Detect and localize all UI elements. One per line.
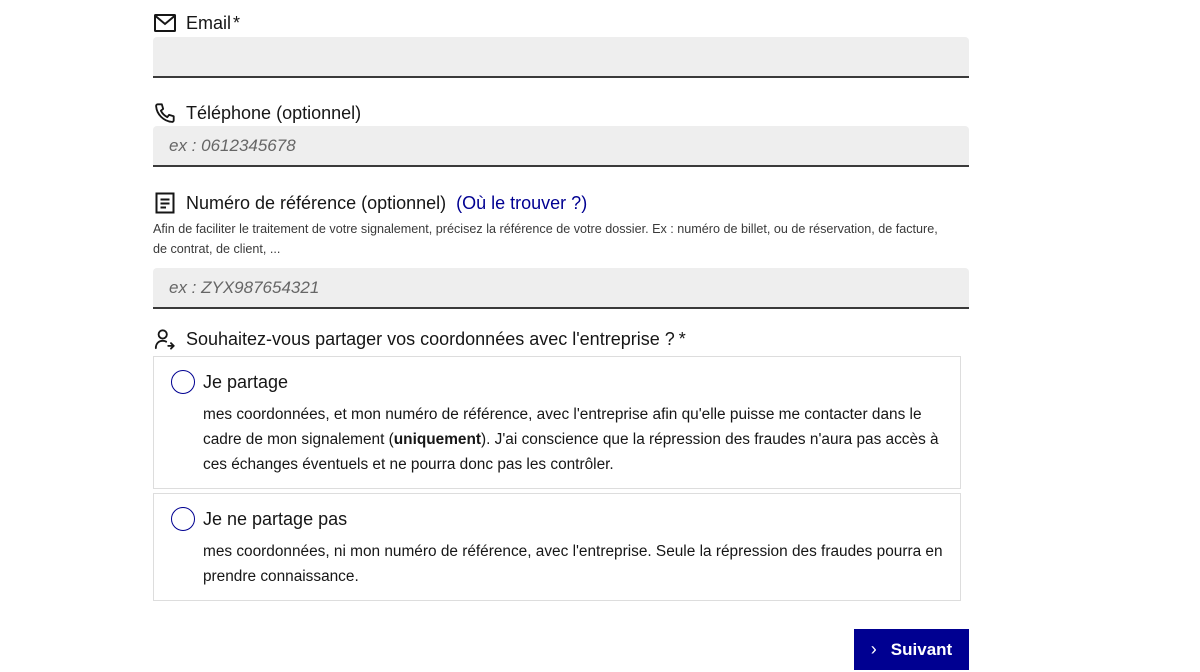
phone-label-row <box>153 100 969 126</box>
document-icon <box>153 191 177 215</box>
share-option-yes-title: Je partage <box>203 371 289 392</box>
share-option-no-head <box>171 507 347 531</box>
reference-label: Numéro de référence (optionnel) <box>186 192 447 213</box>
email-label: Email <box>186 12 232 33</box>
radio-yes[interactable] <box>171 370 195 394</box>
share-option-no[interactable] <box>153 493 961 601</box>
share-option-yes-head <box>171 370 288 394</box>
reference-field-group <box>153 190 969 309</box>
reference-input[interactable] <box>153 268 969 309</box>
share-required-mark: * <box>678 328 686 349</box>
chevron-right-icon: › <box>870 639 877 659</box>
share-option-no-description: mes coordonnées, ni mon numéro de référence, avec l'entreprise. Seule la répression des fraudes pourra en prendre connaissance. <box>203 543 943 585</box>
phone-label: Téléphone (optionnel) <box>186 102 362 123</box>
email-label-row <box>153 10 969 36</box>
share-question-label: Souhaitez-vous partager vos coordonnées avec l'entreprise ? <box>186 328 675 349</box>
next-button[interactable] <box>854 629 969 670</box>
share-option-yes-desc-end: ). J'ai conscience que la répression des fraudes n'aura pas accès à ces échanges éventuels et ne pourra donc pas les contrôler. <box>203 431 939 473</box>
mail-icon <box>153 11 177 35</box>
share-option-yes-description <box>203 402 943 477</box>
phone-icon <box>153 101 177 125</box>
next-button-label: Suivant <box>890 639 953 659</box>
reference-label-row <box>153 190 969 216</box>
phone-input[interactable] <box>153 126 969 167</box>
reference-hint: Afin de faciliter le traitement de votre signalement, précisez la référence de votre dossier. Ex : numéro de billet, ou de réservation, de facture, de contrat, de client, ... <box>153 222 938 256</box>
share-question-group <box>153 326 969 352</box>
where-to-find-link[interactable]: (Où le trouver ?) <box>456 192 588 213</box>
email-input[interactable] <box>153 37 969 78</box>
share-option-yes-desc-start: mes coordonnées, et mon numéro de référence, avec l'entreprise afin qu'elle puisse me contacter dans le cadre de mon signalement ( <box>203 406 922 448</box>
share-option-yes-desc-bold: uniquement <box>393 431 481 448</box>
share-option-yes[interactable] <box>153 356 961 489</box>
share-option-no-title: Je ne partage pas <box>203 508 348 529</box>
phone-field-group <box>153 100 969 167</box>
radio-no[interactable] <box>171 507 195 531</box>
email-required-mark: * <box>233 12 241 33</box>
user-share-icon <box>153 327 177 351</box>
share-question-row <box>153 326 969 352</box>
email-field-group <box>153 10 969 78</box>
